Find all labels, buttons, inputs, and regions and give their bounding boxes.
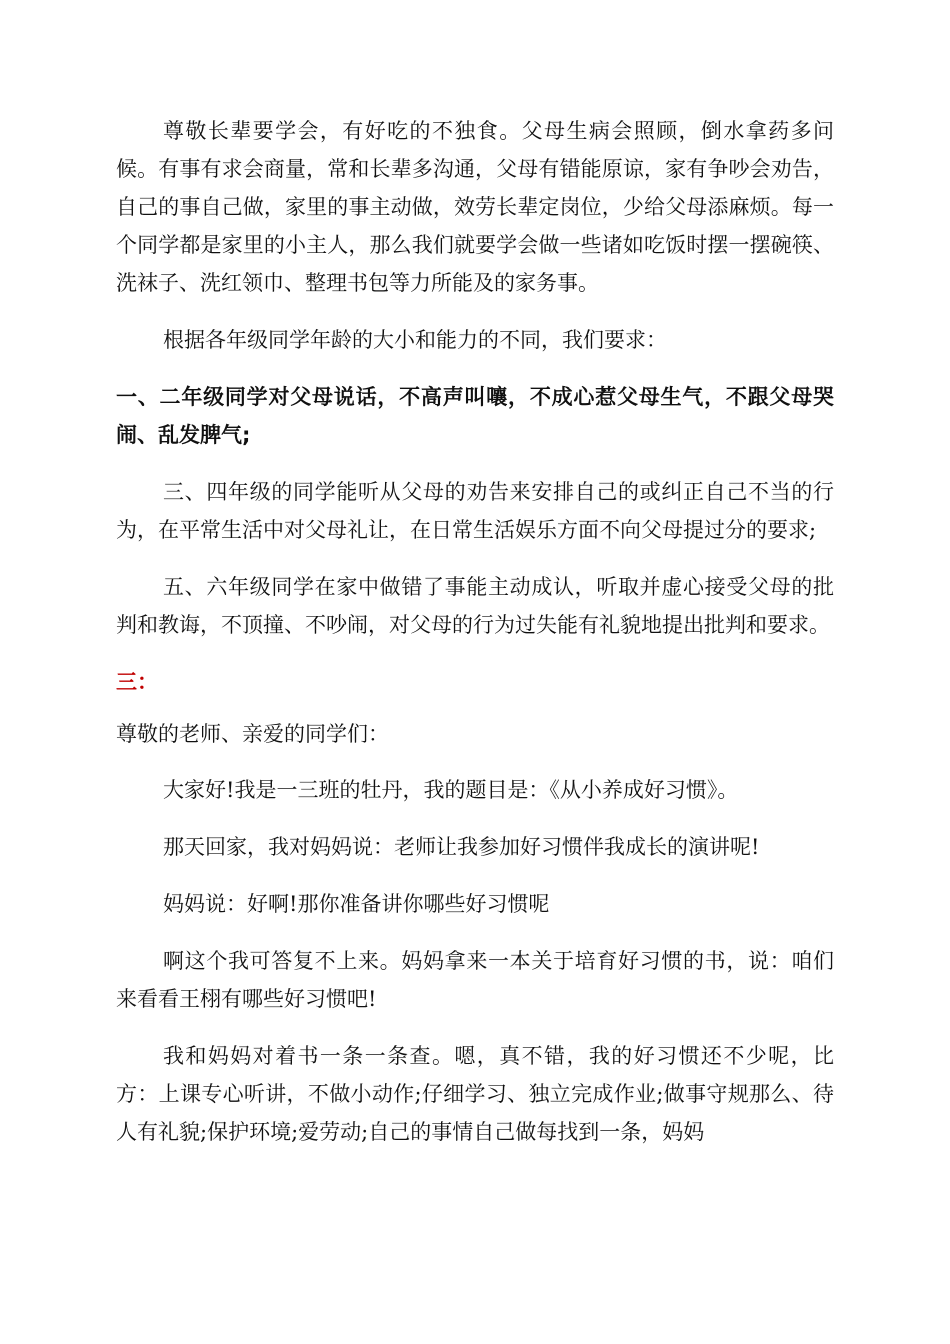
salutation: 尊敬的老师、亲爱的同学们：	[116, 722, 389, 746]
paragraph-grade-5-6: 五、六年级同学在家中做错了事能主动成认，听取并虚心接受父母的批判和教诲，不顶撞、不吵闹，对父母的行为过失能有礼貌地提出批判和要求。	[116, 575, 834, 637]
paragraph-book: 啊这个我可答复不上来。妈妈拿来一本关于培育好习惯的书，说：咱们来看看王栩有哪些好习惯吧!	[116, 949, 834, 1011]
paragraph-grade-1-2: 一、二年级同学对父母说话，不高声叫嚷，不成心惹父母生气，不跟父母哭闹、乱发脾气;	[116, 385, 834, 447]
section-heading: 三：	[116, 670, 158, 694]
paragraph-grade-requirements-intro: 根据各年级同学年龄的大小和能力的不同，我们要求：	[163, 328, 667, 352]
paragraph-respect-elders: 尊敬长辈要学会，有好吃的不独食。父母生病会照顾，倒水拿药多问候。有事有求会商量，常和长辈多沟通，父母有错能原谅，家有争吵会劝告，自己的事自己做，家里的事主动做，效劳长辈定岗位，少给父母添麻烦。每一个同学都是家里的小主人，那么我们就要学会做一些诸如吃饭时摆一摆碗筷、洗袜子、洗红领巾、整理书包等力所能及的家务事。	[116, 119, 834, 295]
paragraph-mom-asks: 妈妈说：好啊!那你准备讲你哪些好习惯呢	[163, 892, 550, 916]
paragraph-grade-3-4: 三、四年级的同学能听从父母的劝告来安排自己的或纠正自己不当的行为，在平常生活中对父母礼让，在日常生活娱乐方面不向父母提过分的要求;	[116, 480, 834, 542]
paragraph-greeting: 大家好!我是一三班的牡丹，我的题目是：《从小养成好习惯》。	[163, 778, 739, 802]
paragraph-tell-mom: 那天回家，我对妈妈说：老师让我参加好习惯伴我成长的演讲呢!	[163, 835, 760, 859]
paragraph-good-habits: 我和妈妈对着书一条一条查。嗯，真不错，我的好习惯还不少呢，比方：上课专心听讲，不做小动作;仔细学习、独立完成作业;做事守规那么、待人有礼貌;保护环境;爱劳动;自己的事情自己做每找到一条，妈妈	[116, 1044, 834, 1144]
